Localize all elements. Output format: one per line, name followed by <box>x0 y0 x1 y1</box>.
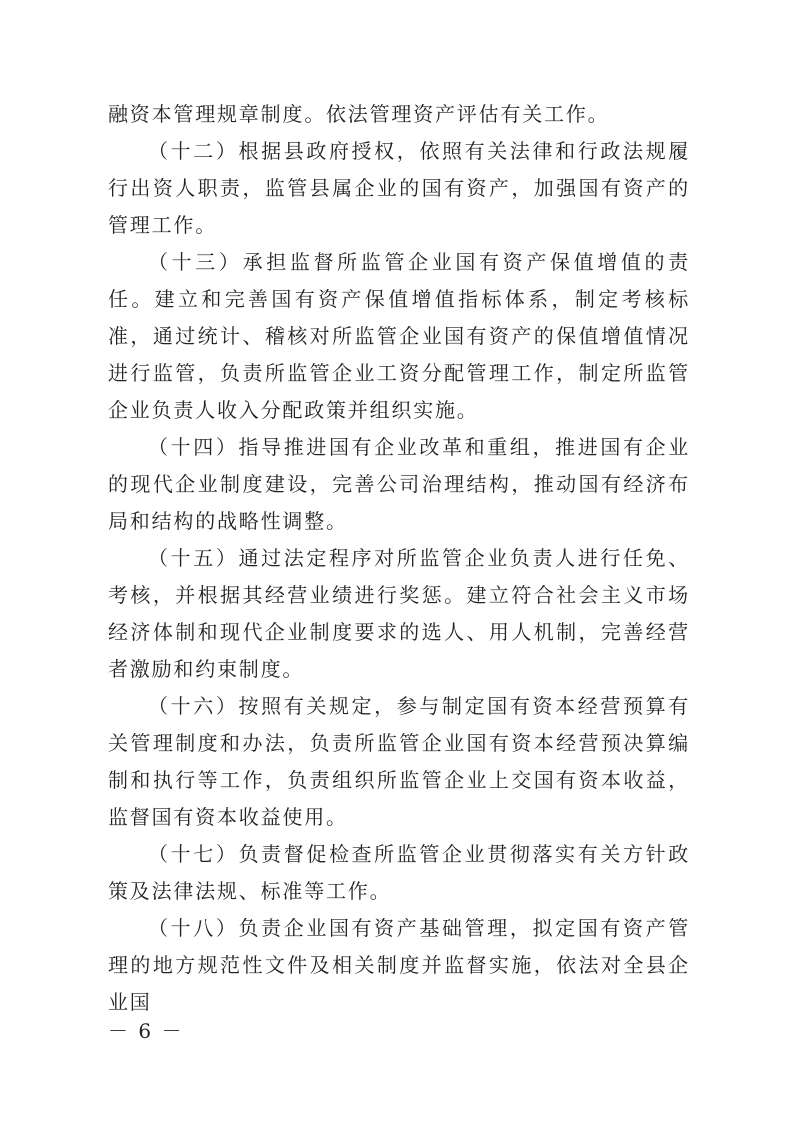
page-number: － 6 － <box>108 1019 184 1043</box>
paragraph-item-17: （十七）负责督促检查所监管企业贯彻落实有关方针政策及法律法规、标准等工作。 <box>108 842 690 903</box>
paragraph-item-18: （十八）负责企业国有资产基础管理，拟定国有资产管理的地方规范性文件及相关制度并监督实施，依法对全县企业国 <box>108 916 690 1014</box>
paragraph-item-13: （十三）承担监督所监管企业国有资产保值增值的责任。建立和完善国有资产保值增值指标体系，制定考核标准，通过统计、稽核对所监管企业国有资产的保值增值情况进行监管，负责所监管企业工资分配管理工作，制定所监管企业负责人收入分配政策并组织实施。 <box>108 250 690 422</box>
paragraph-item-14: （十四）指导推进国有企业改革和重组，推进国有企业的现代企业制度建设，完善公司治理结构，推动国有经济布局和结构的战略性调整。 <box>108 435 690 533</box>
paragraph-item-15: （十五）通过法定程序对所监管企业负责人进行任免、考核，并根据其经营业绩进行奖惩。建立符合社会主义市场经济体制和现代企业制度要求的选人、用人机制，完善经营者激励和约束制度。 <box>108 546 690 681</box>
document-body <box>108 96 690 1021</box>
paragraph-item-12: （十二）根据县政府授权，依照有关法律和行政法规履行出资人职责，监管县属企业的国有资产，加强国有资产的管理工作。 <box>108 139 690 237</box>
paragraph-continuation: 融资本管理规章制度。依法管理资产评估有关工作。 <box>108 102 610 126</box>
paragraph-item-16: （十六）按照有关规定，参与制定国有资本经营预算有关管理制度和办法，负责所监管企业国有资本经营预决算编制和执行等工作，负责组织所监管企业上交国有资本收益，监督国有资本收益使用。 <box>108 694 690 829</box>
